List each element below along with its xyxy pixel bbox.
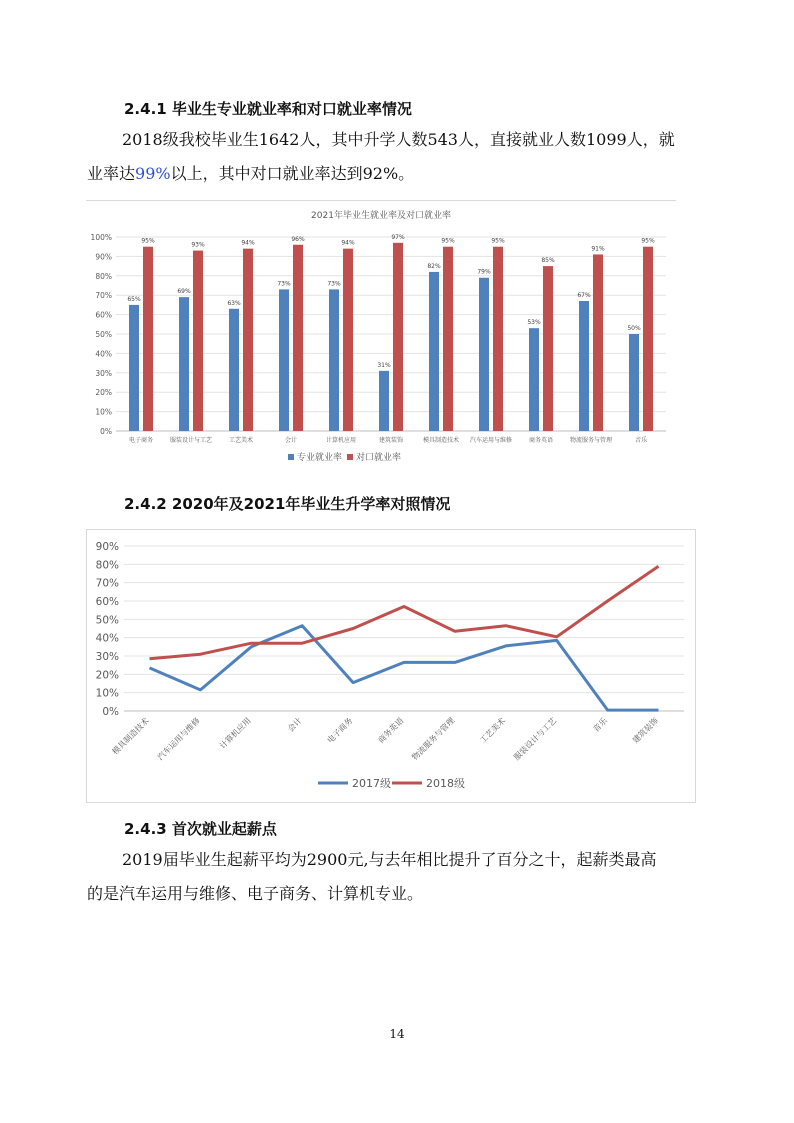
legend-swatch-series-2 [347,454,353,460]
chart-title: 2021年毕业生就业率及对口就业率 [311,211,451,221]
data-label: 73% [327,280,341,288]
data-label: 50% [627,325,641,332]
bar-series-2 [443,247,453,431]
data-label: 85% [541,257,555,265]
bar-series-1 [379,371,389,431]
paragraph-text: 以上，其中对口就业率达到92%。 [170,164,415,183]
y-tick-label: 30% [95,651,119,663]
x-tick-label: 物流服务与管理 [569,437,613,444]
bar-series-1 [129,305,139,431]
y-tick-label: 30% [95,368,112,378]
y-tick-label: 20% [95,388,112,398]
legend-label-series-2: 2018级 [426,777,465,790]
section-heading-2-4-2: 2.4.2 2020年及2021年毕业生升学率对照情况 [124,495,451,513]
paragraph-text: 业率达 [87,164,136,183]
y-tick-label: 90% [95,541,119,553]
x-tick-label: 工艺美术 [478,716,508,746]
paragraph-line: 2019届毕业生起薪平均为2900元,与去年相比提升了百分之十，起薪类最高 [122,850,657,869]
x-tick-label: 汽车运用与维修 [155,716,202,763]
x-tick-label: 建筑装饰 [630,716,660,746]
bar-series-1 [229,309,239,431]
section-heading-2-4-3: 2.4.3 首次就业起薪点 [124,820,277,838]
x-tick-label: 服装设计与工艺 [512,716,559,763]
data-label: 94% [341,239,355,247]
x-tick-label: 汽车运用与维修 [469,437,513,444]
y-tick-label: 60% [95,596,119,608]
section-heading-2-4-1: 2.4.1 毕业生专业就业率和对口就业率情况 [124,100,412,118]
x-tick-label: 商务英语 [376,716,406,746]
legend-swatch-series-1 [288,454,294,460]
legend-label-series-2: 对口就业率 [356,453,402,463]
data-label: 82% [427,262,441,270]
x-tick-label: 模具制造技术 [422,437,460,444]
y-tick-label: 0% [100,427,112,436]
x-tick-label: 物流服务与管理 [410,716,457,763]
bar-series-2 [143,247,153,431]
y-tick-label: 40% [95,632,119,645]
y-tick-label: 70% [95,577,119,590]
data-label: 69% [177,288,191,296]
y-tick-label: 40% [95,349,112,359]
progression-rate-line-chart [86,529,696,803]
paragraph-line: 2018级我校毕业生1642人，其中升学人数543人，直接就业人数1099人，就 [122,130,675,149]
data-label: 95% [141,237,155,245]
x-tick-label: 计算机应用 [325,437,357,444]
bar-series-2 [643,247,653,431]
x-tick-label: 建筑装饰 [378,437,404,444]
y-tick-label: 100% [90,233,112,242]
legend-label-series-1: 专业就业率 [297,453,343,463]
bar-series-1 [579,301,589,431]
paragraph-line [87,157,414,191]
y-tick-label: 60% [95,310,112,320]
page-number: 14 [389,1027,405,1041]
x-tick-label: 计算机应用 [218,716,253,751]
data-label: 95% [441,237,455,245]
data-label: 93% [191,241,205,249]
data-label: 73% [277,280,291,288]
x-tick-label: 会计 [285,716,304,734]
data-label: 96% [291,235,305,243]
bar-series-2 [493,247,503,431]
bar-series-2 [593,254,603,431]
y-tick-label: 50% [95,614,119,627]
data-label: 91% [591,245,605,253]
x-tick-label: 会计 [284,437,298,444]
legend-label-series-1: 2017级 [352,777,391,790]
x-tick-label: 音乐 [591,716,610,734]
employment-rate-bar-chart [86,200,676,470]
x-tick-label: 服装设计与工艺 [169,437,213,444]
x-tick-label: 音乐 [634,437,648,444]
data-label: 95% [641,237,655,245]
bar-series-1 [479,278,489,431]
data-label: 53% [527,319,541,327]
bar-series-1 [279,289,289,431]
paragraph-line: 的是汽车运用与维修、电子商务、计算机专业。 [87,884,424,903]
y-tick-label: 70% [95,291,112,301]
data-label: 94% [241,239,255,247]
bar-series-1 [429,272,439,431]
y-tick-label: 20% [95,669,119,682]
data-label: 63% [227,299,241,307]
x-tick-label: 模具制造技术 [110,716,151,757]
y-tick-label: 90% [95,252,112,262]
bar-series-2 [193,251,203,431]
x-tick-label: 工艺美术 [228,437,254,444]
bar-series-2 [343,249,353,431]
bar-series-2 [393,243,403,431]
chart-legend [288,451,401,463]
data-label: 31% [377,361,391,369]
highlight-rate: 99% [135,164,171,183]
bar-series-2 [543,266,553,431]
data-label: 79% [477,268,491,276]
x-tick-label: 商务英语 [528,437,554,444]
bar-series-1 [629,334,639,431]
y-tick-label: 0% [102,706,119,718]
bar-series-1 [179,297,189,431]
y-tick-label: 80% [95,271,112,281]
y-tick-label: 10% [95,687,119,700]
x-tick-label: 电子商务 [325,716,355,746]
y-tick-label: 80% [95,559,119,572]
data-label: 95% [491,237,505,245]
bar-series-1 [529,328,539,431]
data-label: 97% [391,233,405,241]
data-label: 67% [577,292,591,300]
bar-series-1 [329,289,339,431]
bar-series-2 [293,245,303,431]
data-label: 65% [127,295,141,303]
y-tick-label: 50% [95,330,112,339]
y-tick-label: 10% [95,407,112,417]
bar-series-2 [243,249,253,431]
x-tick-label: 电子商务 [128,437,154,444]
